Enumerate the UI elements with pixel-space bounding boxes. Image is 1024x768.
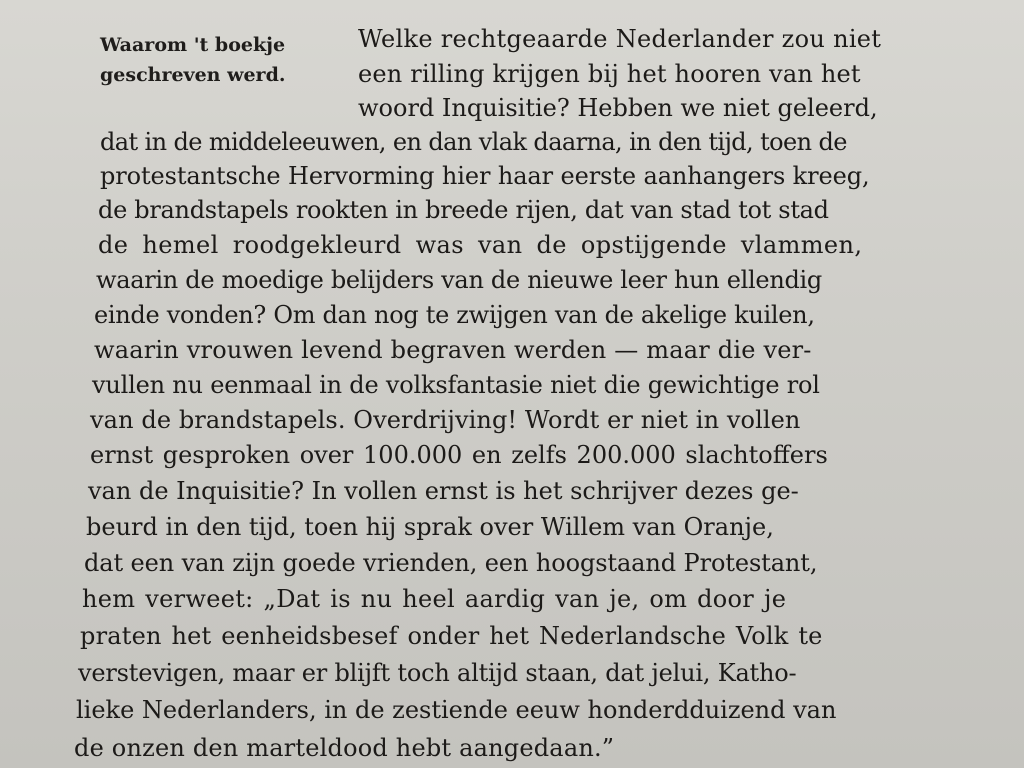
- text-line: protestantsche Hervorming hier haar eerste aanhangers kreeg,: [100, 162, 870, 190]
- text-line: ernst gesproken over 100.000 en zelfs 200.000 slachtoffers: [90, 441, 828, 469]
- text-line: waarin de moedige belijders van de nieuwe leer hun ellendig: [96, 266, 822, 294]
- text-line: de brandstapels rookten in breede rijen, dat van stad tot stad: [98, 196, 829, 224]
- text-line: van de Inquisitie? In vollen ernst is het schrijver dezes ge-: [88, 477, 799, 505]
- text-line: de hemel roodgekleurd was van de opstijgende vlammen,: [98, 231, 863, 259]
- text-line: beurd in den tijd, toen hij sprak over Willem van Oranje,: [86, 513, 774, 541]
- text-line: de onzen den marteldood hebt aangedaan.”: [74, 734, 615, 762]
- margin-heading-line-2: geschreven werd.: [100, 64, 286, 86]
- text-line: hem verweet: „Dat is nu heel aardig van je, om door je: [82, 585, 787, 613]
- text-line: van de brandstapels. Overdrijving! Wordt er niet in vollen: [90, 406, 801, 434]
- text-line: praten het eenheidsbesef onder het Nederlandsche Volk te: [80, 622, 823, 650]
- text-line: einde vonden? Om dan nog te zwijgen van de akelige kuilen,: [94, 301, 815, 329]
- text-line: dat een van zijn goede vrienden, een hoogstaand Protestant,: [84, 549, 818, 577]
- text-line: waarin vrouwen levend begraven werden — maar die ver-: [94, 336, 812, 364]
- text-line: woord Inquisitie? Hebben we niet geleerd,: [358, 94, 878, 122]
- text-line: verstevigen, maar er blijft toch altijd staan, dat jelui, Katho-: [78, 659, 797, 687]
- text-line: vullen nu eenmaal in de volksfantasie niet die gewichtige rol: [92, 371, 820, 399]
- text-line: lieke Nederlanders, in de zestiende eeuw honderdduizend van: [76, 696, 837, 724]
- text-line: een rilling krijgen bij het hooren van het: [358, 60, 861, 88]
- text-line: dat in de middeleeuwen, en dan vlak daarna, in den tijd, toen de: [100, 128, 847, 156]
- text-line: Welke rechtgeaarde Nederlander zou niet: [358, 25, 882, 53]
- margin-heading-line-1: Waarom 't boekje: [100, 34, 286, 56]
